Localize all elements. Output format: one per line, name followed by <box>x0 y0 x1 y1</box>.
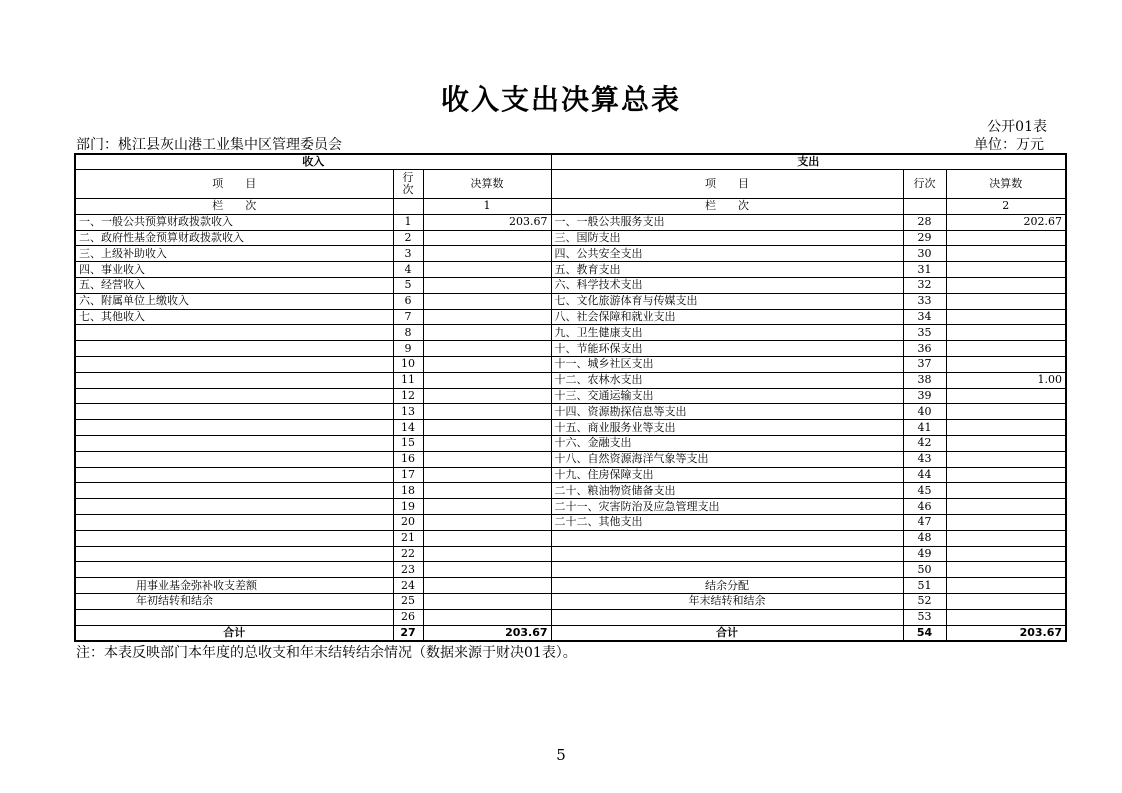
unit-label: 单位：万元 <box>974 137 1044 153</box>
expense-item-name <box>551 530 903 546</box>
income-item-name <box>75 451 393 467</box>
income-item-name <box>75 435 393 451</box>
expense-amount <box>946 309 1066 325</box>
income-item-name: 一、一般公共预算财政拨款收入 <box>75 214 393 230</box>
page-number: 5 <box>556 746 566 764</box>
expense-item-name <box>551 609 903 625</box>
income-line-number: 21 <box>393 530 423 546</box>
expense-line-number: 28 <box>903 214 946 230</box>
expense-line-number: 45 <box>903 483 946 499</box>
income-item-name: 用事业基金弥补收支差额 <box>75 578 393 594</box>
table-row <box>75 593 1066 609</box>
expense-amount <box>946 562 1066 578</box>
table-row <box>75 404 1066 420</box>
income-line-number: 23 <box>393 562 423 578</box>
expense-amount <box>946 578 1066 594</box>
table-row <box>75 562 1066 578</box>
table-row <box>75 546 1066 562</box>
expense-item-name: 八、社会保障和就业支出 <box>551 309 903 325</box>
expense-item-name: 二十二、其他支出 <box>551 514 903 530</box>
income-amount <box>423 309 551 325</box>
income-amount <box>423 546 551 562</box>
income-line-number: 17 <box>393 467 423 483</box>
expense-group-header: 支出 <box>551 154 1066 170</box>
expense-amount <box>946 246 1066 262</box>
expense-amount <box>946 230 1066 246</box>
expense-item-name: 十五、商业服务业等支出 <box>551 420 903 436</box>
income-item-name: 六、附属单位上缴收入 <box>75 293 393 309</box>
expense-line-number: 47 <box>903 514 946 530</box>
column-header-row <box>75 170 1066 199</box>
expense-item-name: 一、一般公共服务支出 <box>551 214 903 230</box>
expense-item-name <box>551 562 903 578</box>
expense-line-number: 32 <box>903 277 946 293</box>
income-line-number: 1 <box>393 214 423 230</box>
income-item-name <box>75 499 393 515</box>
income-line-number: 19 <box>393 499 423 515</box>
expense-item-header: 项 目 <box>551 170 903 199</box>
income-item-name <box>75 356 393 372</box>
income-item-name <box>75 388 393 404</box>
department-label: 部门：桃江县灰山港工业集中区管理委员会 <box>76 137 342 153</box>
table-row <box>75 246 1066 262</box>
income-item-name: 二、政府性基金预算财政拨款收入 <box>75 230 393 246</box>
income-item-name: 年初结转和结余 <box>75 593 393 609</box>
expense-line-number: 36 <box>903 341 946 357</box>
expense-line-number: 39 <box>903 388 946 404</box>
income-item-name: 七、其他收入 <box>75 309 393 325</box>
expense-line-number: 52 <box>903 593 946 609</box>
page-title: 收入支出决算总表 <box>440 83 681 116</box>
expense-line-number: 51 <box>903 578 946 594</box>
expense-item-name: 结余分配 <box>551 578 903 594</box>
expense-item-name: 十、节能环保支出 <box>551 341 903 357</box>
income-amount <box>423 277 551 293</box>
income-line-number: 22 <box>393 546 423 562</box>
income-total-amount: 203.67 <box>423 625 551 641</box>
table-row <box>75 372 1066 388</box>
expense-item-name: 十三、交通运输支出 <box>551 388 903 404</box>
income-item-name <box>75 483 393 499</box>
income-line-number: 11 <box>393 372 423 388</box>
expense-item-name: 年末结转和结余 <box>551 593 903 609</box>
expense-line-number: 33 <box>903 293 946 309</box>
expense-amount <box>946 435 1066 451</box>
income-line-number: 7 <box>393 309 423 325</box>
income-amount <box>423 293 551 309</box>
income-item-name <box>75 341 393 357</box>
expense-amount <box>946 514 1066 530</box>
expense-total-amount: 203.67 <box>946 625 1066 641</box>
expense-amount <box>946 325 1066 341</box>
table-row <box>75 293 1066 309</box>
expense-item-name: 九、卫生健康支出 <box>551 325 903 341</box>
expense-line-number: 29 <box>903 230 946 246</box>
expense-line-number: 38 <box>903 372 946 388</box>
income-amount <box>423 356 551 372</box>
income-amount: 203.67 <box>423 214 551 230</box>
table-row <box>75 388 1066 404</box>
expense-item-name: 十二、农林水支出 <box>551 372 903 388</box>
income-line-number: 13 <box>393 404 423 420</box>
expense-item-name: 六、科学技术支出 <box>551 277 903 293</box>
table-row <box>75 530 1066 546</box>
income-line-number: 25 <box>393 593 423 609</box>
income-item-name: 五、经营收入 <box>75 277 393 293</box>
table-row <box>75 609 1066 625</box>
expense-item-name: 十八、自然资源海洋气象等支出 <box>551 451 903 467</box>
table-row <box>75 451 1066 467</box>
income-item-name <box>75 530 393 546</box>
expense-item-name: 十九、住房保障支出 <box>551 467 903 483</box>
expense-amount <box>946 546 1066 562</box>
expense-item-name: 二十一、灾害防治及应急管理支出 <box>551 499 903 515</box>
income-item-name: 三、上级补助收入 <box>75 246 393 262</box>
table-row <box>75 467 1066 483</box>
expense-line-number: 49 <box>903 546 946 562</box>
expense-line-number: 53 <box>903 609 946 625</box>
income-line-number: 26 <box>393 609 423 625</box>
expense-item-name: 十四、资源勘探信息等支出 <box>551 404 903 420</box>
expense-amount <box>946 262 1066 278</box>
table-row <box>75 214 1066 230</box>
expense-line-number: 44 <box>903 467 946 483</box>
table-row <box>75 262 1066 278</box>
expense-amount: 1.00 <box>946 372 1066 388</box>
expense-amount <box>946 341 1066 357</box>
column-number-row <box>75 199 1066 215</box>
table-row <box>75 435 1066 451</box>
income-amount <box>423 499 551 515</box>
income-line-number: 2 <box>393 230 423 246</box>
expense-amount <box>946 530 1066 546</box>
income-amount <box>423 372 551 388</box>
expense-item-name: 十六、金融支出 <box>551 435 903 451</box>
table-note: 注：本表反映部门本年度的总收支和年末结转结余情况（数据来源于财决01表）。 <box>76 645 577 661</box>
income-amount <box>423 562 551 578</box>
expense-amount: 202.67 <box>946 214 1066 230</box>
income-amount <box>423 230 551 246</box>
income-line-number: 6 <box>393 293 423 309</box>
expense-item-name: 二十、粮油物资储备支出 <box>551 483 903 499</box>
income-total-label: 合计 <box>75 625 393 641</box>
expense-total-label: 合计 <box>551 625 903 641</box>
expense-line-number: 48 <box>903 530 946 546</box>
expense-line-number: 31 <box>903 262 946 278</box>
expense-amount <box>946 404 1066 420</box>
income-amount <box>423 435 551 451</box>
income-lanci-label: 栏 次 <box>75 199 393 215</box>
income-item-name <box>75 467 393 483</box>
income-line-number: 14 <box>393 420 423 436</box>
expense-line-number: 40 <box>903 404 946 420</box>
expense-line-number: 37 <box>903 356 946 372</box>
table-row <box>75 309 1066 325</box>
income-item-name <box>75 514 393 530</box>
form-code: 公开01表 <box>987 119 1047 135</box>
income-line-number: 10 <box>393 356 423 372</box>
income-amount <box>423 609 551 625</box>
table-row <box>75 483 1066 499</box>
table-row <box>75 341 1066 357</box>
expense-amount <box>946 277 1066 293</box>
income-amount <box>423 325 551 341</box>
expense-amount <box>946 388 1066 404</box>
income-line-number: 16 <box>393 451 423 467</box>
expense-line-number: 46 <box>903 499 946 515</box>
income-amount <box>423 451 551 467</box>
expense-item-name: 三、国防支出 <box>551 230 903 246</box>
expense-item-name: 四、公共安全支出 <box>551 246 903 262</box>
income-amount <box>423 593 551 609</box>
expense-total-line-number: 54 <box>903 625 946 641</box>
income-item-name <box>75 325 393 341</box>
income-column-number: 1 <box>423 199 551 215</box>
income-amount <box>423 483 551 499</box>
expense-amount-header: 决算数 <box>946 170 1066 199</box>
expense-amount <box>946 593 1066 609</box>
group-header-row <box>75 154 1066 170</box>
income-total-line-number: 27 <box>393 625 423 641</box>
table-row <box>75 420 1066 436</box>
table-row <box>75 356 1066 372</box>
income-line-number: 24 <box>393 578 423 594</box>
income-item-name: 四、事业收入 <box>75 262 393 278</box>
expense-amount <box>946 483 1066 499</box>
income-line-number: 5 <box>393 277 423 293</box>
income-line-number: 8 <box>393 325 423 341</box>
income-amount-header: 决算数 <box>423 170 551 199</box>
income-line-number: 9 <box>393 341 423 357</box>
income-amount <box>423 514 551 530</box>
table-row <box>75 499 1066 515</box>
expense-amount <box>946 293 1066 309</box>
income-line-number: 12 <box>393 388 423 404</box>
expense-amount <box>946 420 1066 436</box>
expense-line-number: 34 <box>903 309 946 325</box>
income-amount <box>423 467 551 483</box>
income-amount <box>423 530 551 546</box>
income-amount <box>423 246 551 262</box>
expense-amount <box>946 356 1066 372</box>
expense-item-name <box>551 546 903 562</box>
expense-amount <box>946 609 1066 625</box>
table-row <box>75 277 1066 293</box>
expense-line-number: 50 <box>903 562 946 578</box>
income-amount <box>423 420 551 436</box>
income-amount <box>423 262 551 278</box>
income-item-name <box>75 546 393 562</box>
expense-lanci-label: 栏 次 <box>551 199 903 215</box>
table-row <box>75 230 1066 246</box>
income-line-no-header: 行 次 <box>393 170 423 199</box>
table-row <box>75 514 1066 530</box>
income-item-name <box>75 404 393 420</box>
income-item-header: 项 目 <box>75 170 393 199</box>
income-group-header: 收入 <box>75 154 551 170</box>
expense-line-number: 30 <box>903 246 946 262</box>
expense-column-number: 2 <box>946 199 1066 215</box>
income-line-number: 18 <box>393 483 423 499</box>
expense-line-no-header: 行次 <box>903 170 946 199</box>
income-amount <box>423 578 551 594</box>
income-item-name <box>75 420 393 436</box>
income-item-name <box>75 609 393 625</box>
expense-line-number: 41 <box>903 420 946 436</box>
expense-amount <box>946 499 1066 515</box>
expense-line-number: 42 <box>903 435 946 451</box>
expense-line-number: 43 <box>903 451 946 467</box>
income-line-number: 4 <box>393 262 423 278</box>
income-line-number: 20 <box>393 514 423 530</box>
table-row <box>75 578 1066 594</box>
income-line-number: 3 <box>393 246 423 262</box>
expense-amount <box>946 467 1066 483</box>
income-line-number: 15 <box>393 435 423 451</box>
total-row <box>75 625 1066 641</box>
expense-amount <box>946 451 1066 467</box>
expense-item-name: 十一、城乡社区支出 <box>551 356 903 372</box>
expense-item-name: 七、文化旅游体育与传媒支出 <box>551 293 903 309</box>
income-amount <box>423 404 551 420</box>
income-item-name <box>75 372 393 388</box>
table-row <box>75 325 1066 341</box>
income-item-name <box>75 562 393 578</box>
summary-table <box>74 153 1067 642</box>
income-amount <box>423 388 551 404</box>
expense-line-number: 35 <box>903 325 946 341</box>
income-amount <box>423 341 551 357</box>
expense-item-name: 五、教育支出 <box>551 262 903 278</box>
